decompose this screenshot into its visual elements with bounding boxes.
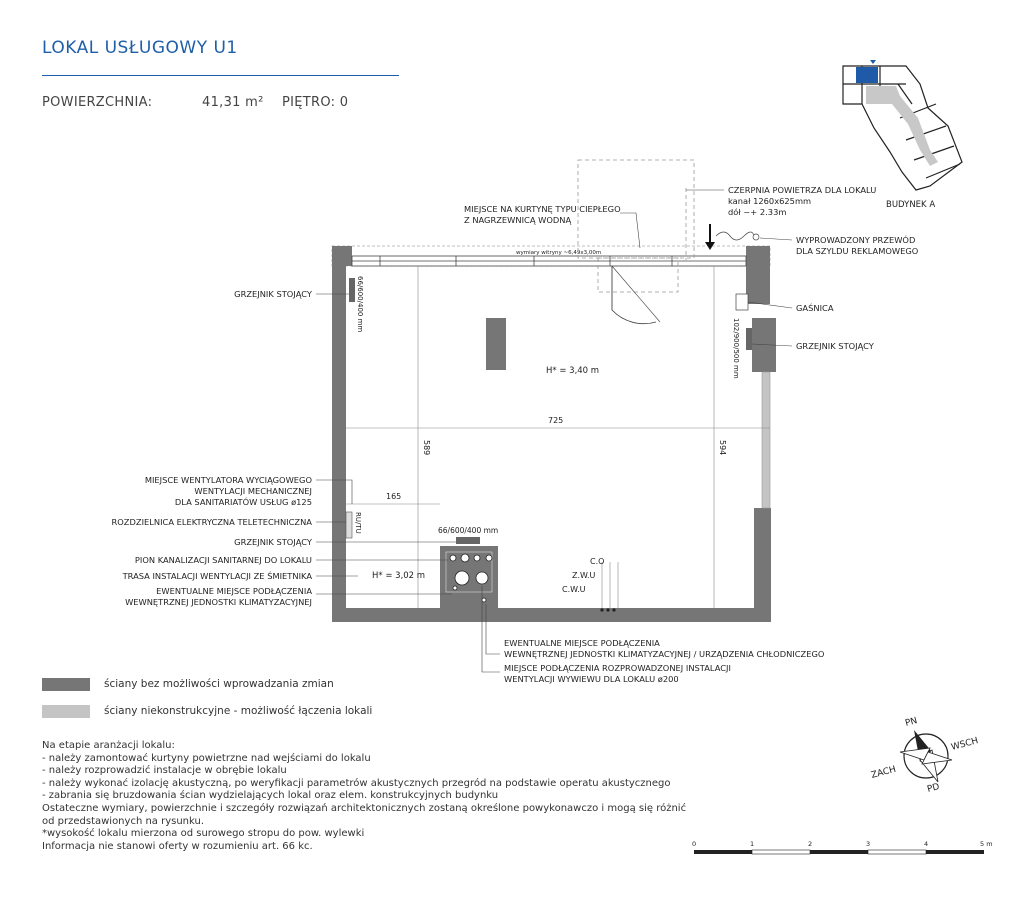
callout-curtain-1: MIEJSCE NA KURTYNĘ TYPU CIEPŁEGO bbox=[464, 204, 621, 214]
scale-label-5: 5 m bbox=[980, 840, 993, 848]
scale-label-2: 2 bbox=[808, 840, 813, 848]
legend-text-structural: ściany bez możliwości wprowadzania zmian bbox=[104, 678, 334, 690]
legend-text-nonstructural: ściany niekonstrukcyjne - możliwość łączenia lokali bbox=[104, 705, 373, 717]
dim-right-height: 594 bbox=[718, 440, 727, 456]
note-line: *wysokość lokalu mierzona od surowego stropu do pow. wylewki bbox=[42, 828, 365, 840]
note-line: - należy rozprowadzić instalacje w obrębie lokalu bbox=[42, 765, 287, 777]
callout-intake-2: kanał 1260x625mm bbox=[728, 196, 812, 206]
callout-radiator-left: GRZEJNIK STOJĄCY bbox=[234, 289, 312, 299]
water-points bbox=[600, 608, 615, 611]
plan-walls bbox=[332, 246, 776, 622]
radiator-left bbox=[349, 278, 355, 302]
ru-tu: RU/TU bbox=[354, 512, 362, 534]
callout-radiator-bottom: GRZEJNIK STOJĄCY bbox=[234, 537, 312, 547]
floor-label: PIĘTRO: 0 bbox=[282, 95, 349, 110]
dimension-lines bbox=[346, 266, 770, 608]
height-main: H* = 3,40 m bbox=[546, 366, 600, 376]
callout-intake-3: dół ~+ 2.33m bbox=[728, 207, 787, 217]
radiator-left-size: 66/600/400 mm bbox=[356, 276, 364, 333]
page-title: LOKAL USŁUGOWY U1 bbox=[42, 38, 238, 58]
dim-width: 725 bbox=[548, 416, 564, 425]
window-dims: wymiary witryny ~6,49x3,00m bbox=[516, 250, 602, 256]
callout-ac-1: EWENTUALNE MIEJSCE PODŁĄCZENIA bbox=[156, 586, 312, 596]
height-lower: H* = 3,02 m bbox=[372, 571, 426, 581]
radiator-right-size: 102/900/500 mm bbox=[732, 318, 740, 379]
callout-cable-1: WYPROWADZONY PRZEWÓD bbox=[796, 235, 916, 245]
compass-n: PN bbox=[904, 716, 919, 729]
switchboard bbox=[346, 512, 352, 538]
callout-exhaust-1: MIEJSCE PODŁĄCZENIA ROZPROWADZONEJ INSTALACJI bbox=[504, 663, 731, 673]
compass-w: ZACH bbox=[870, 764, 898, 781]
radiator-right bbox=[746, 328, 752, 350]
building-label: BUDYNEK A bbox=[886, 200, 936, 210]
callout-exhaust-2: WENTYLACJI WYWIEWU DLA LOKALU ø200 bbox=[504, 674, 679, 684]
callout-waste-vent: TRASA INSTALACJI WENTYLACJI ZE ŚMIETNIKA bbox=[122, 571, 312, 581]
scale-bar bbox=[694, 850, 984, 854]
callout-intake-1: CZERPNIA POWIETRZA DLA LOKALU bbox=[728, 185, 877, 195]
compass-e: WSCH bbox=[950, 736, 980, 753]
callout-extinguisher: GAŚNICA bbox=[796, 303, 834, 313]
scale-label-4: 4 bbox=[924, 840, 929, 848]
radiator-bottom bbox=[456, 537, 480, 544]
column bbox=[486, 318, 506, 370]
notes bbox=[42, 740, 686, 853]
scale-label-3: 3 bbox=[866, 840, 871, 848]
callout-ac-2: WEWNĘTRZNEJ JEDNOSTKI KLIMATYZACYJNEJ bbox=[125, 597, 312, 607]
window-strip bbox=[352, 256, 746, 266]
key-plan bbox=[843, 60, 962, 190]
compass-icon bbox=[900, 730, 952, 782]
callout-fan-3: DLA SANITARIATÓW USŁUG ø125 bbox=[174, 497, 312, 507]
callout-ac-cool-2: WEWNĘTRZNEJ JEDNOSTKI KLIMATYZACYJNEJ / URZĄDZENIA CHŁODNICZEGO bbox=[504, 649, 825, 659]
cwu-label: C.W.U bbox=[562, 585, 586, 594]
extinguisher-icon bbox=[736, 294, 748, 310]
callout-cable-2: DLA SZYLDU REKLAMOWEGO bbox=[796, 246, 919, 256]
compass-s: PD bbox=[926, 782, 941, 795]
unit-highlight bbox=[856, 67, 878, 83]
note-line: - należy zamontować kurtyny powietrzne nad wejściami do lokalu bbox=[42, 752, 371, 764]
area-value: 41,31 m² bbox=[202, 95, 264, 110]
legend-swatch-structural bbox=[42, 678, 90, 691]
legend-swatch-nonstructural bbox=[42, 705, 90, 718]
callout-ac-cool-1: EWENTUALNE MIEJSCE PODŁĄCZENIA bbox=[504, 638, 660, 648]
zwu-label: Z.W.U bbox=[572, 571, 596, 580]
note-line: - zabrania się bruzdowania ścian wydzielających lokal oraz elem. konstrukcyjnych budynku bbox=[42, 790, 499, 802]
callout-curtain-2: Z NAGRZEWNICĄ WODNĄ bbox=[464, 215, 572, 225]
door-swing bbox=[612, 266, 656, 324]
note-line: Informacja nie stanowi oferty w rozumieniu art. 66 kc. bbox=[42, 840, 313, 852]
note-line: Ostateczne wymiary, powierzchnie i szczegóły rozwiązań architektonicznych zostaną określone powykonawczo i mogą się różnić bbox=[42, 802, 687, 814]
note-line: od przedstawionych na rysunku. bbox=[42, 815, 205, 827]
dim-165: 165 bbox=[386, 492, 402, 501]
note-line: Na etapie aranżacji lokalu: bbox=[42, 740, 175, 751]
scale-label-1: 1 bbox=[750, 840, 755, 848]
dim-left-height: 589 bbox=[422, 440, 431, 456]
callout-fan-2: WENTYLACJI MECHANICZNEJ bbox=[194, 486, 312, 496]
radiator-bottom-size: 66/600/400 mm bbox=[438, 526, 499, 535]
callout-fan-1: MIEJSCE WENTYLATORA WYCIĄGOWEGO bbox=[144, 475, 312, 485]
co-label: C.O bbox=[590, 557, 605, 566]
dashed-outlines bbox=[578, 160, 694, 292]
callout-sewage: PION KANALIZACJI SANITARNEJ DO LOKALU bbox=[134, 555, 312, 565]
callout-radiator-right: GRZEJNIK STOJĄCY bbox=[796, 341, 874, 351]
water-lines bbox=[602, 562, 618, 608]
scale-label-0: 0 bbox=[692, 840, 697, 848]
area-label: POWIERZCHNIA: bbox=[42, 95, 153, 110]
note-line: - należy wykonać izolację akustyczną, po weryfikacji parametrów akustycznych przegród na podstawie operatu akustycznego bbox=[42, 777, 671, 789]
callout-switchboard: ROZDZIELNICA ELEKTRYCZNA TELETECHNICZNA bbox=[111, 517, 312, 527]
